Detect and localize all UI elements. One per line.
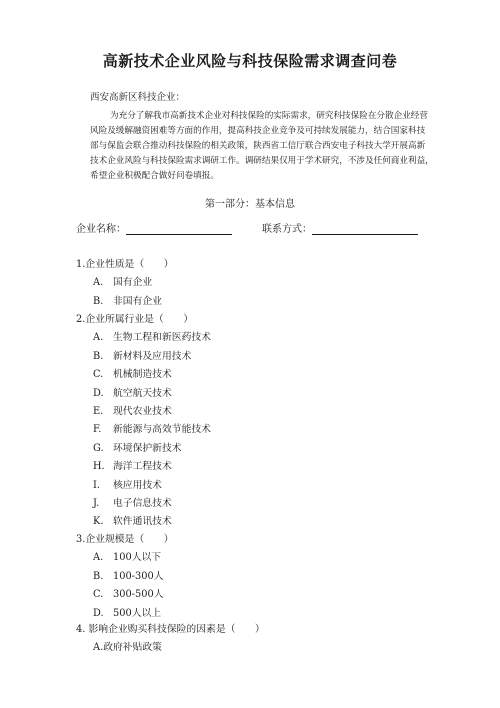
option-letter: H. [93, 461, 105, 473]
option-text: 软件通讯技术 [113, 516, 172, 528]
option-text: 国有企业 [113, 277, 153, 289]
option-text: 100-300人 [113, 570, 164, 582]
option-letter: A. [93, 277, 104, 289]
contact-field[interactable] [262, 220, 418, 235]
contact-label: 联系方式： [262, 224, 312, 235]
option-text: 生物工程和新医药技术 [113, 332, 211, 344]
question-2-option[interactable] [93, 348, 191, 362]
question-2-option[interactable] [93, 421, 211, 435]
intro-line: 为充分了解我市高新技术企业对科技保险的实际需求，研究科技保险在分散企业经营 [110, 111, 428, 121]
option-text: 核应用技术 [113, 479, 162, 491]
option-text: A.政府补贴政策 [93, 642, 162, 654]
option-text: 非国有企业 [113, 295, 162, 307]
question-3-option[interactable] [93, 568, 164, 582]
option-letter: D. [93, 607, 104, 619]
option-letter: B. [93, 570, 104, 582]
question-4: 4. 影响企业购买科技保险的因素是（ ） [76, 624, 265, 635]
question-2-option[interactable] [93, 403, 172, 417]
option-letter: G. [93, 442, 104, 454]
document-title: 高新技术企业风险与科技保险需求调查问卷 [102, 52, 398, 70]
option-text: 航空航天技术 [113, 387, 172, 399]
option-text: 新材料及应用技术 [113, 350, 192, 362]
option-letter: A. [93, 332, 104, 344]
option-letter: D. [93, 387, 104, 399]
question-2: 2.企业所属行业是（ ） [76, 314, 194, 325]
intro-line: 技术企业风险与科技保险需求调研工作。调研结果仅用于学术研究，不涉及任何商业利益， [90, 156, 434, 166]
question-2-option[interactable] [93, 495, 172, 509]
contact-blank[interactable] [312, 223, 418, 235]
option-text: 电子信息技术 [113, 498, 172, 509]
question-3-option[interactable] [93, 549, 161, 563]
option-text: 环境保护新技术 [113, 442, 182, 454]
question-3: 3.企业规模是（ ） [76, 534, 174, 545]
option-letter: F. [93, 424, 102, 436]
intro-line: 部与保监会联合推动科技保险的相关政策，陕西省工信厅联合西安电子科技大学开展高新 [90, 141, 426, 151]
question-3-option[interactable] [93, 605, 161, 619]
question-3-option[interactable] [93, 586, 164, 600]
question-4-option[interactable] [93, 639, 162, 653]
option-letter: I. [93, 479, 100, 491]
question-2-option[interactable] [93, 513, 172, 527]
option-letter: C. [93, 589, 104, 601]
option-text: 现代农业技术 [113, 406, 172, 417]
section-title: 第一部分：基本信息 [205, 199, 295, 210]
question-2-option[interactable] [93, 458, 172, 472]
intro-paragraph [90, 109, 434, 184]
option-text: 机械制造技术 [113, 369, 172, 381]
question-1-option[interactable] [93, 274, 152, 288]
option-text: 100人以下 [113, 552, 162, 564]
option-text: 500人以上 [113, 607, 162, 619]
salutation: 西安高新区科技企业： [90, 92, 186, 103]
question-2-option[interactable] [93, 329, 211, 343]
company-name-field[interactable] [76, 220, 232, 235]
option-letter: B. [93, 350, 104, 362]
option-text: 300-500人 [113, 589, 164, 601]
company-name-label: 企业名称： [76, 224, 126, 235]
intro-line: 希望企业积极配合做好问卷填报。 [90, 171, 219, 181]
intro-line: 风险及缓解融资困难等方面的作用，提高科技企业竞争及可持续发展能力，结合国家科技 [90, 126, 426, 136]
option-letter: J. [93, 498, 100, 509]
option-letter: A. [93, 552, 104, 564]
option-letter: C. [93, 369, 104, 381]
company-name-blank[interactable] [126, 223, 232, 235]
question-1-option[interactable] [93, 293, 162, 307]
option-text: 新能源与高效节能技术 [113, 424, 211, 436]
option-letter: K. [93, 516, 104, 528]
option-text: 海洋工程技术 [113, 461, 172, 473]
question-2-option[interactable] [93, 366, 172, 380]
question-2-option[interactable] [93, 440, 182, 454]
option-letter: E. [93, 406, 104, 417]
question-2-option[interactable] [93, 477, 162, 491]
question-2-option[interactable] [93, 385, 172, 399]
question-1: 1.企业性质是（ ） [76, 259, 174, 270]
option-letter: B. [93, 295, 104, 307]
